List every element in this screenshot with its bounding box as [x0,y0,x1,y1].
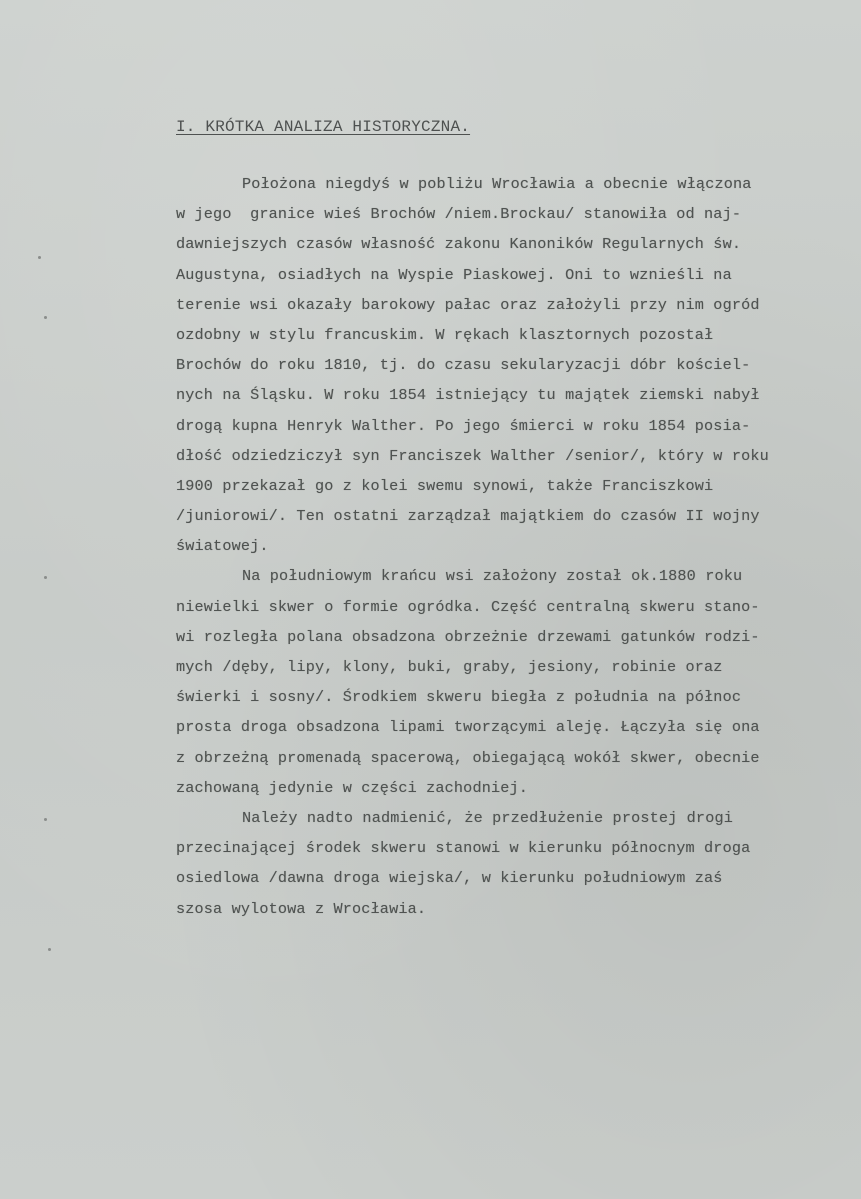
text-line: /juniorowi/. Ten ostatni zarządzał majątkiem do czasów II wojny [176,507,760,526]
text-line: niewielki skwer o formie ogródka. Część centralną skweru stano- [176,597,760,616]
punch-mark [48,948,51,951]
text-line: nych na Śląsku. W roku 1854 istniejący tu majątek ziemski nabył [176,386,760,405]
text-line: drogą kupna Henryk Walther. Po jego śmierci w roku 1854 posia- [176,416,751,435]
section-heading: I. KRÓTKA ANALIZA HISTORYCZNA. [176,118,471,136]
text-line: z obrzeżną promenadą spacerową, obiegającą wokół skwer, obecnie [176,748,760,767]
text-line: Brochów do roku 1810, tj. do czasu sekularyzacji dóbr kościel- [176,356,751,375]
text-line: światowej. [176,537,269,556]
text-line: osiedlowa /dawna droga wiejska/, w kierunku południowym zaś [176,869,723,888]
text-line: dawniejszych czasów własność zakonu Kanoników Regularnych św. [176,235,742,254]
punch-mark [38,256,41,259]
punch-mark [44,576,47,579]
text-line: ozdobny w stylu francuskim. W rękach klasztornych pozostał [176,325,714,344]
punch-mark [44,818,47,821]
text-line: Na południowym krańcu wsi założony został ok.1880 roku [242,567,743,586]
text-line: zachowaną jedynie w części zachodniej. [176,778,529,797]
text-line: Należy nadto nadmienić, że przedłużenie prostej drogi [242,808,733,827]
punch-mark [44,316,47,319]
text-line: w jego granice wieś Brochów /niem.Brockau/ stanowiła od naj- [176,205,742,224]
text-line: mych /dęby, lipy, klony, buki, graby, jesiony, robinie oraz [176,658,723,676]
text-line: dłość odziedziczył syn Franciszek Walther /senior/, który w roku [176,446,769,465]
text-line: wi rozległa polana obsadzona obrzeżnie drzewami gatunków rodzi- [176,627,760,646]
body-text [176,169,856,924]
text-line: terenie wsi okazały barokowy pałac oraz założyli przy nim ogród [176,295,760,314]
text-line: Augustyna, osiadłych na Wyspie Piaskowej. Oni to wznieśli na [176,265,732,284]
text-line: prosta droga obsadzona lipami tworzącymi aleję. Łączyła się ona [176,718,760,737]
text-line: świerki i sosny/. Środkiem skweru biegła z południa na północ [176,688,742,707]
text-line: Położona niegdyś w pobliżu Wrocławia a obecnie włączona [242,175,752,193]
text-line: szosa wylotowa z Wrocławia. [176,899,427,918]
text-line: przecinającej środek skweru stanowi w kierunku północnym droga [176,839,751,858]
text-line: 1900 przekazał go z kolei swemu synowi, także Franciszkowi [176,476,714,495]
